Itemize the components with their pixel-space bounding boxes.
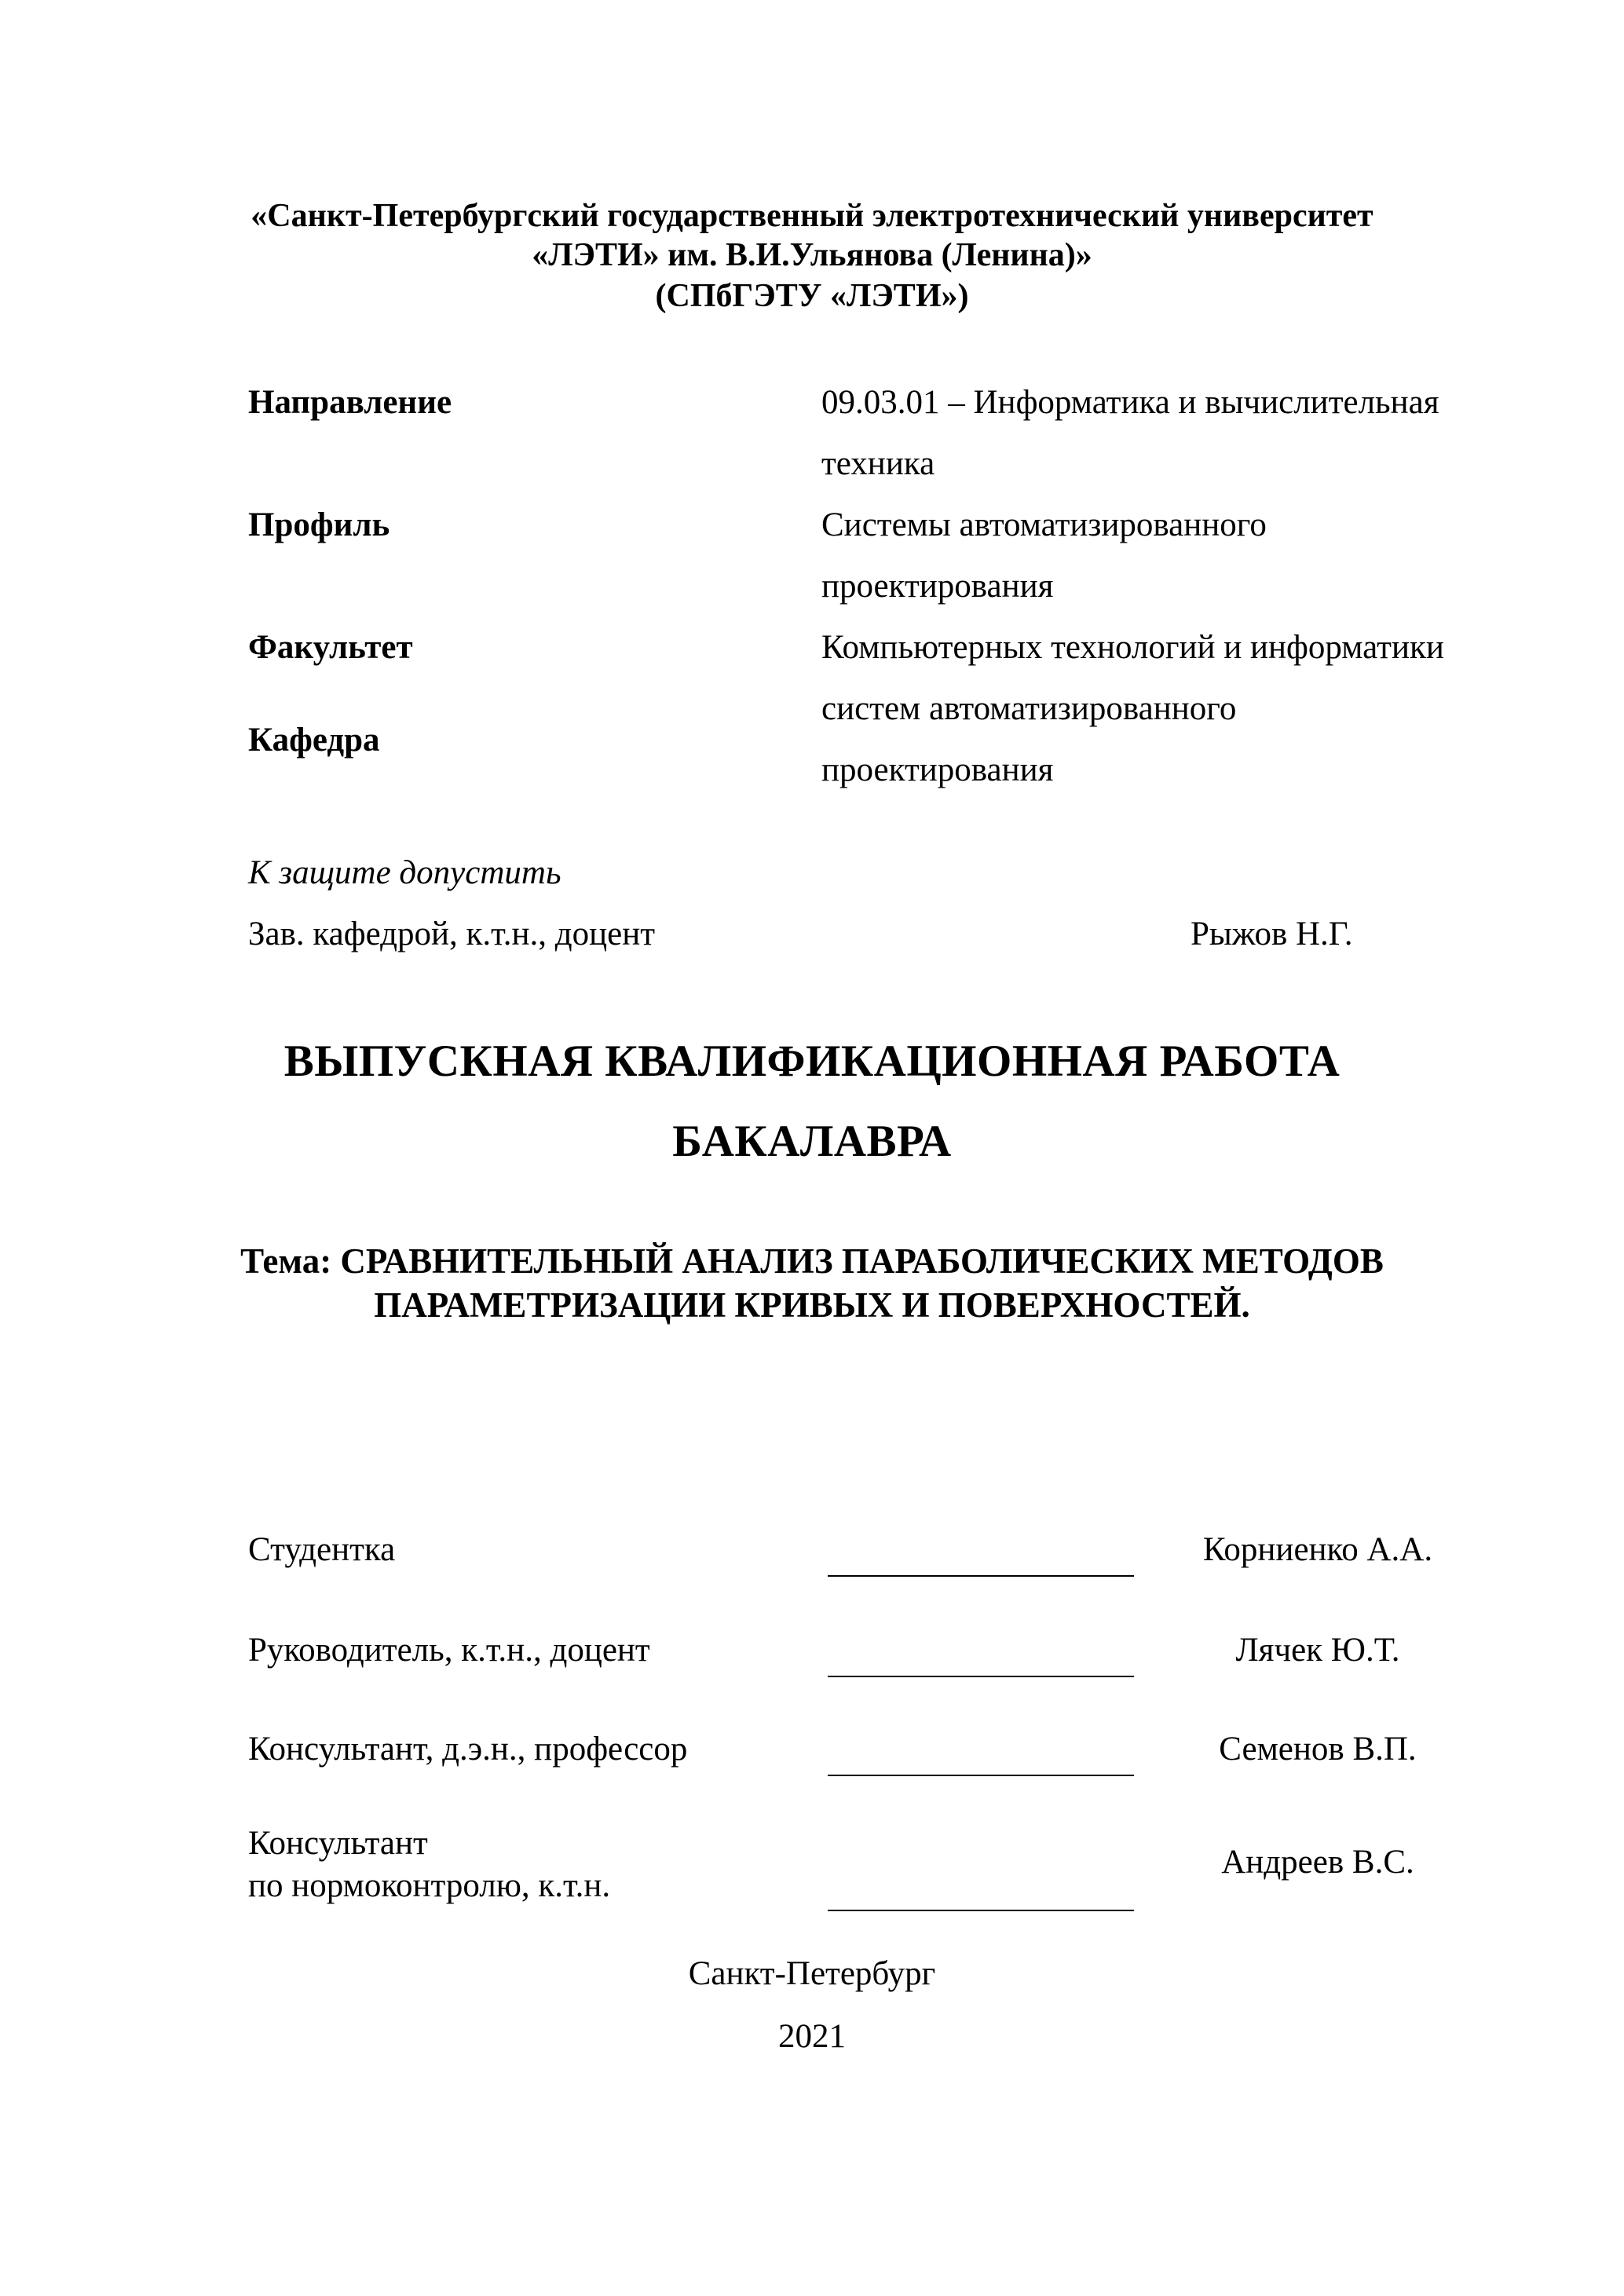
head-of-department-name: Рыжов Н.Г. xyxy=(1191,916,1353,952)
topic-line-1: Тема: СРАВНИТЕЛЬНЫЙ АНАЛИЗ ПАРАБОЛИЧЕСКИХ МЕТОДОВ xyxy=(240,1241,1384,1281)
signature-line-normcontrol xyxy=(828,1910,1134,1911)
profile-label: Профиль xyxy=(248,506,390,543)
topic-line-2: ПАРАМЕТРИЗАЦИИ КРИВЫХ И ПОВЕРХНОСТЕЙ. xyxy=(374,1285,1250,1325)
direction-value-line-1: 09.03.01 – Информатика и вычислительная xyxy=(821,384,1439,421)
city: Санкт-Петербург xyxy=(688,1955,936,1992)
year: 2021 xyxy=(778,2018,846,2055)
work-title-line-1: ВЫПУСКНАЯ КВАЛИФИКАЦИОННАЯ РАБОТА xyxy=(283,1036,1341,1086)
signature-line-student xyxy=(828,1575,1134,1577)
signature-name-consultant: Семенов В.П. xyxy=(1219,1731,1417,1768)
signature-name-student: Корниенко А.А. xyxy=(1202,1531,1433,1568)
university-abbreviation: (СПбГЭТУ «ЛЭТИ») xyxy=(655,278,969,314)
signature-role-consultant: Консультант, д.э.н., профессор xyxy=(248,1731,688,1768)
profile-value-line-2: проектирования xyxy=(821,568,1054,605)
direction-label: Направление xyxy=(248,384,452,421)
admission-heading: К защите допустить xyxy=(248,854,561,891)
faculty-label: Факультет xyxy=(248,629,413,666)
signature-role-normcontrol-line-1: Консультант xyxy=(248,1825,428,1862)
signature-name-supervisor: Лячек Ю.Т. xyxy=(1235,1632,1400,1669)
department-label: Кафедра xyxy=(248,722,380,759)
work-title-line-2: БАКАЛАВРА xyxy=(672,1117,952,1166)
faculty-value: Компьютерных технологий и информатики xyxy=(821,629,1444,666)
profile-value-line-1: Системы автоматизированного xyxy=(821,506,1267,543)
department-value-line-1: систем автоматизированного xyxy=(821,690,1237,727)
signature-line-consultant xyxy=(828,1775,1134,1776)
signature-role-normcontrol-line-2: по нормоконтролю, к.т.н. xyxy=(248,1867,611,1904)
signature-line-supervisor xyxy=(828,1676,1134,1677)
university-name-line-2: «ЛЭТИ» им. В.И.Ульянова (Ленина)» xyxy=(532,237,1092,273)
head-of-department-role: Зав. кафедрой, к.т.н., доцент xyxy=(248,916,656,952)
department-value-line-2: проектирования xyxy=(821,751,1054,788)
university-name-line-1: «Санкт-Петербургский государственный электротехнический университет xyxy=(251,198,1373,234)
direction-value-line-2: техника xyxy=(821,445,935,482)
signature-name-normcontrol: Андреев В.С. xyxy=(1221,1844,1414,1881)
signature-role-student: Студентка xyxy=(248,1531,396,1568)
signature-role-supervisor: Руководитель, к.т.н., доцент xyxy=(248,1632,650,1669)
